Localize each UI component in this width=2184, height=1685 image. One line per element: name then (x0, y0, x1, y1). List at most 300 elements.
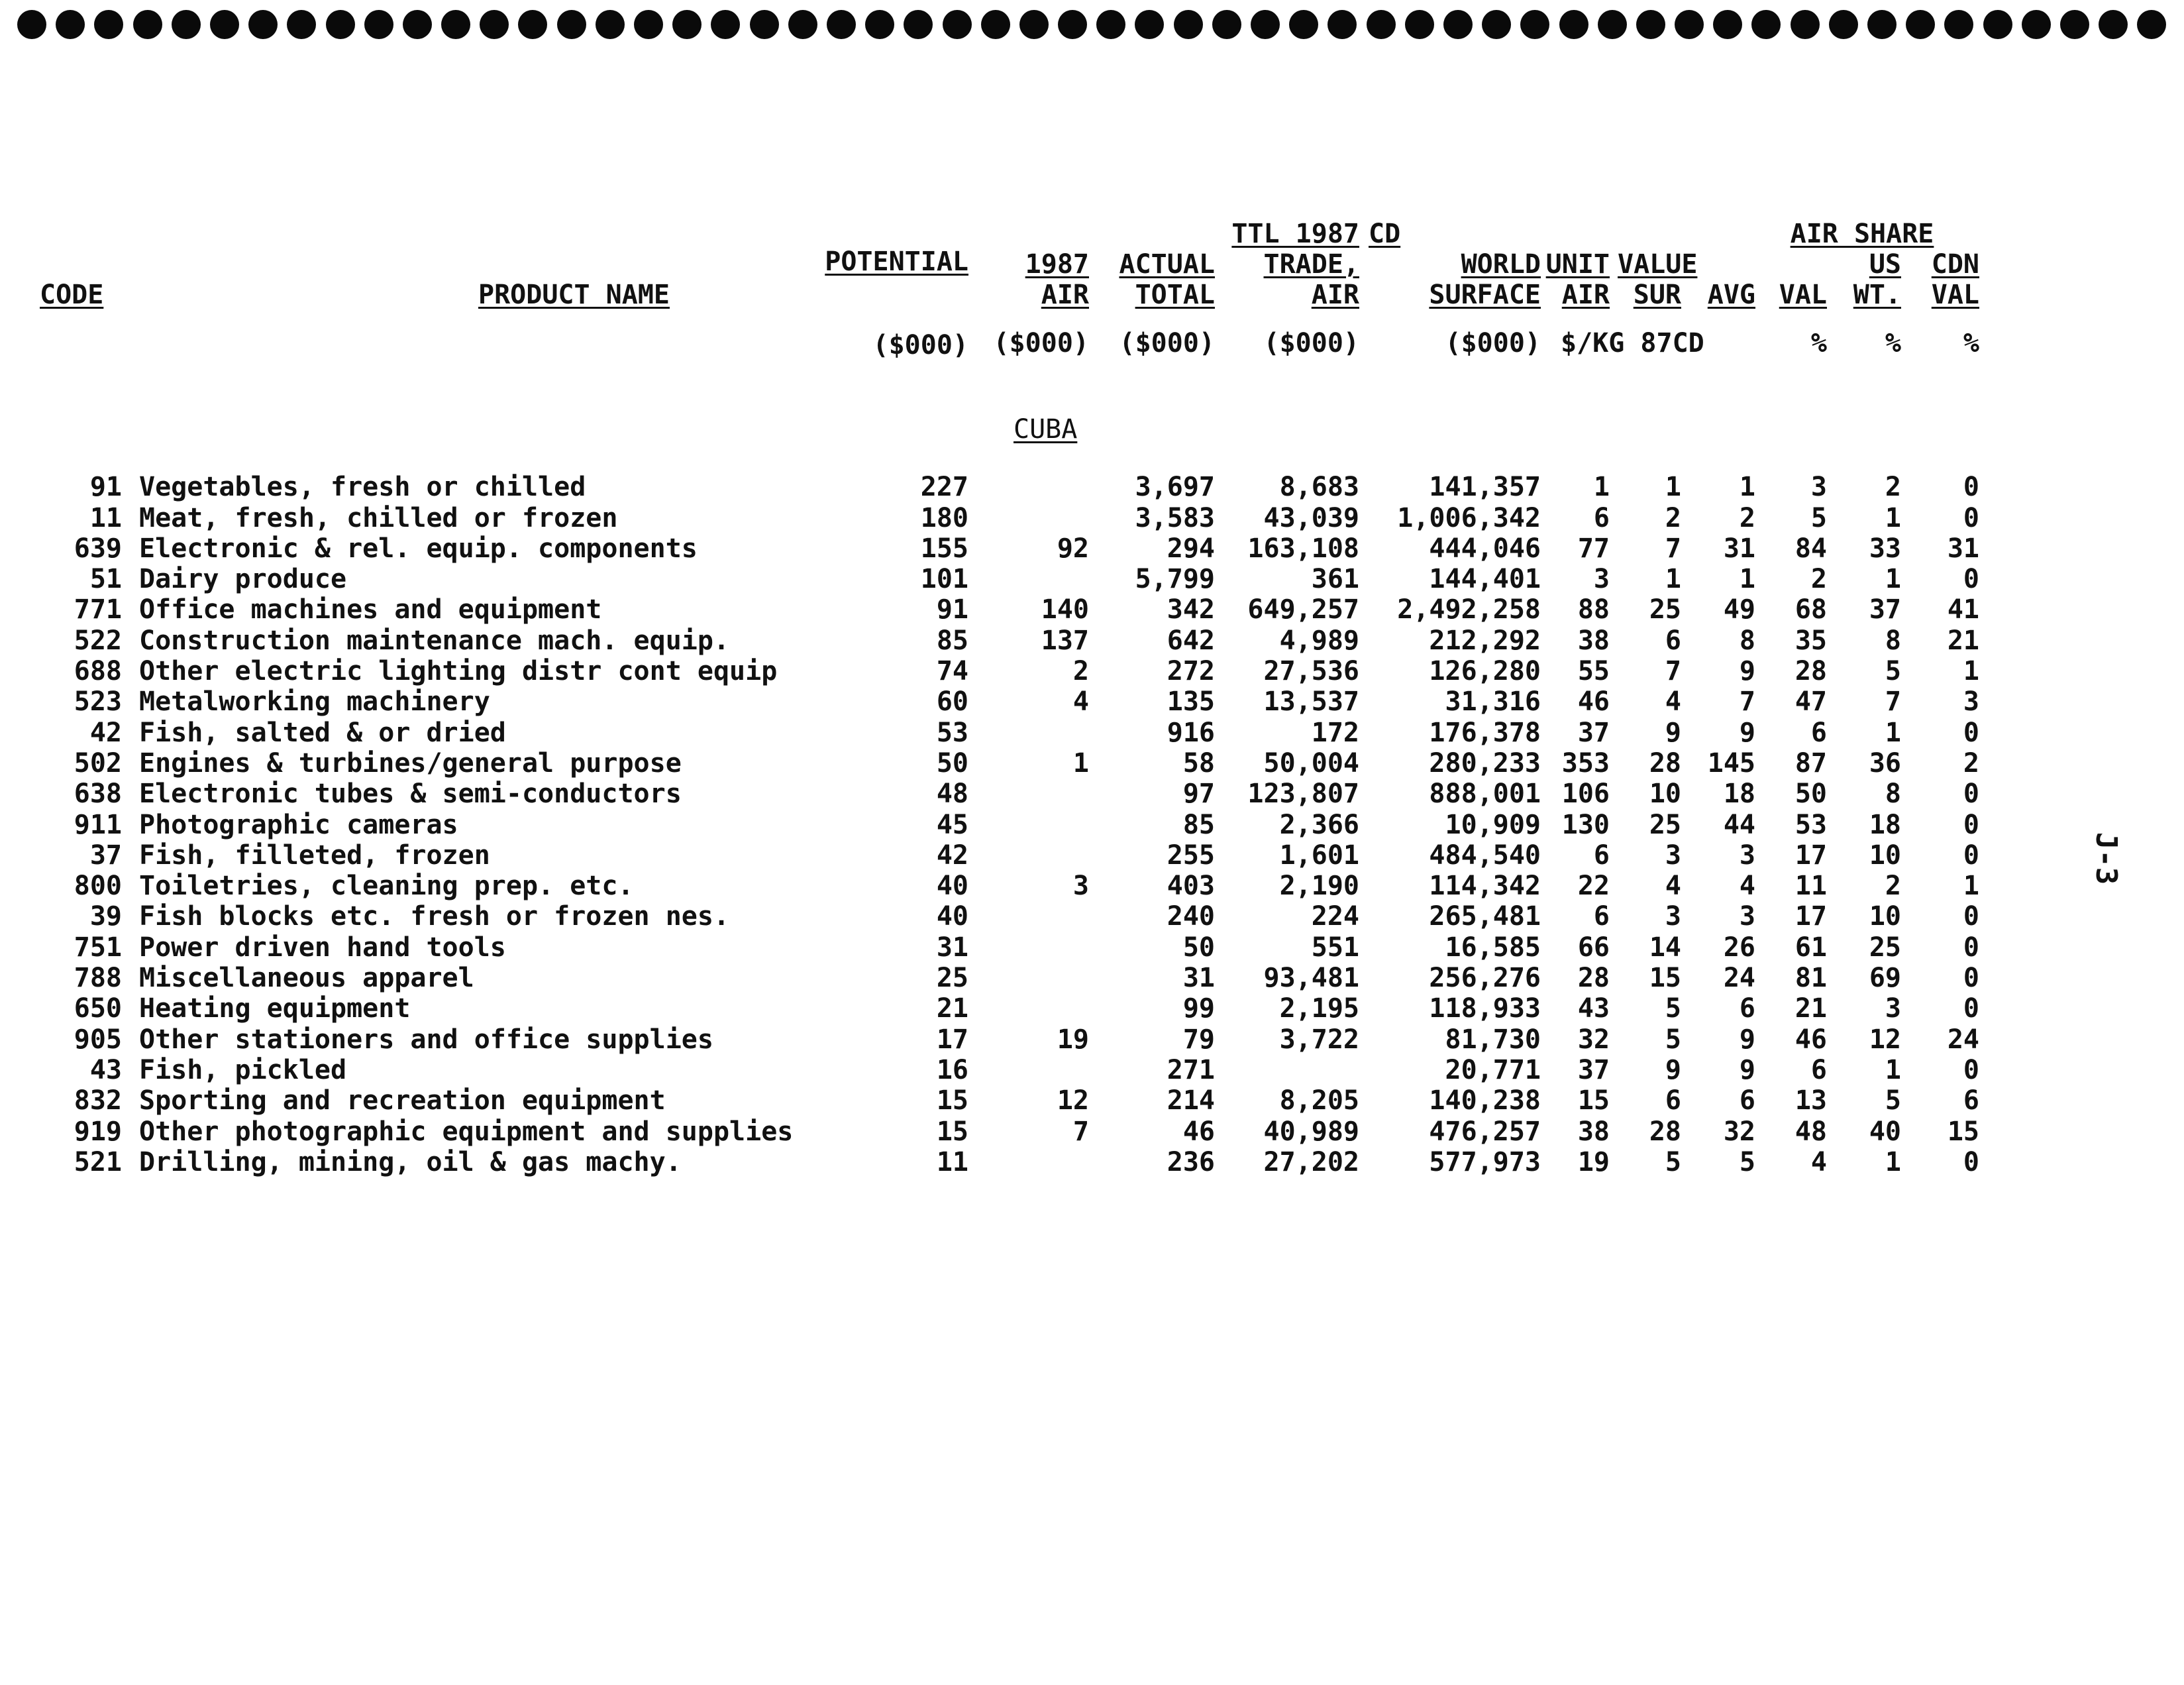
unit-world: ($000) (1445, 328, 1541, 358)
cell-air-1987: 7 (1072, 1116, 1089, 1147)
cell-actual-total: 642 (1167, 625, 1215, 656)
cell-unit-air: 19 (1577, 1146, 1610, 1177)
table-row (40, 779, 1979, 809)
cell-air-1987: 137 (1041, 625, 1089, 656)
cell-product-name: Meat, fresh, chilled or frozen (139, 502, 618, 533)
perforation-hole (1251, 10, 1280, 39)
cell-cdn-val: 24 (1947, 1024, 1979, 1055)
cell-world-surface: 280,233 (1429, 747, 1541, 779)
perforation-hole (1443, 10, 1473, 39)
perforation-hole (2137, 10, 2166, 39)
cell-cdn-val: 0 (1963, 932, 1979, 963)
cell-ttl-trade-air: 27,202 (1263, 1146, 1359, 1177)
perforation-hole (557, 10, 586, 39)
cell-code: 502 (74, 747, 122, 779)
cell-air-1987 (968, 1055, 1089, 1085)
cell-share-wt: 8 (1885, 779, 1901, 810)
cell-code: 521 (74, 1146, 122, 1177)
perforation-hole (1598, 10, 1627, 39)
perforation-hole (441, 10, 470, 39)
cell-world-surface: 1,006,342 (1397, 502, 1541, 533)
cell-share-val: 46 (1794, 1024, 1827, 1055)
cell-actual-total: 240 (1167, 901, 1215, 932)
cell-air-1987 (968, 901, 1089, 932)
header-ttl-line1: TRADE, (1263, 249, 1359, 280)
cell-unit-avg: 5 (1739, 1146, 1755, 1177)
perforation-hole (1906, 10, 1935, 39)
cell-world-surface: 118,933 (1429, 993, 1541, 1024)
cell-actual-total: 271 (1167, 1054, 1215, 1085)
cell-cdn-val: 2 (1963, 747, 1979, 779)
perforation-hole (94, 10, 123, 39)
cell-unit-sur: 2 (1665, 502, 1681, 533)
cell-product-name: Metalworking machinery (139, 686, 490, 718)
cell-world-surface: 444,046 (1429, 533, 1541, 564)
cell-actual-total: 214 (1167, 1085, 1215, 1116)
cell-world-surface: 577,973 (1429, 1146, 1541, 1177)
perforation-hole (403, 10, 432, 39)
perforation-hole (210, 10, 239, 39)
cell-product-name: Vegetables, fresh or chilled (139, 472, 586, 503)
cell-cdn-val: 21 (1947, 625, 1979, 656)
header-air-share: AIR SHARE (1790, 219, 1934, 249)
cell-cdn-val: 6 (1963, 1085, 1979, 1116)
cell-potential: 40 (936, 871, 968, 902)
table-row (40, 871, 1979, 901)
cell-world-surface: 126,280 (1429, 656, 1541, 687)
cell-ttl-trade-air: 2,366 (1279, 809, 1359, 840)
cell-air-1987: 12 (1057, 1085, 1089, 1116)
cell-share-wt: 12 (1869, 1024, 1901, 1055)
table-row (40, 1055, 1979, 1085)
cell-share-val: 81 (1794, 963, 1827, 994)
perforation-hole (1675, 10, 1704, 39)
cell-product-name: Photographic cameras (139, 809, 458, 840)
cell-unit-sur: 7 (1665, 656, 1681, 687)
cell-ttl-trade-air: 8,683 (1279, 472, 1359, 503)
table-row (40, 625, 1979, 655)
cell-unit-sur: 6 (1665, 1085, 1681, 1116)
cell-cdn-val: 0 (1963, 963, 1979, 994)
cell-product-name: Engines & turbines/general purpose (139, 747, 682, 779)
cell-unit-sur: 1 (1665, 472, 1681, 503)
cell-code: 911 (74, 809, 122, 840)
cell-air-1987 (968, 779, 1089, 809)
cell-potential: 101 (920, 564, 968, 595)
cell-air-1987: 19 (1057, 1024, 1089, 1055)
cell-unit-sur: 5 (1665, 1024, 1681, 1055)
perforation-hole (1636, 10, 1665, 39)
cell-share-wt: 33 (1869, 533, 1901, 564)
cell-share-val: 3 (1810, 472, 1827, 503)
cell-code: 523 (74, 686, 122, 718)
perforation-hole (1983, 10, 2012, 39)
cell-code: 751 (74, 932, 122, 963)
unit-unit-value: $/KG 87CD (1561, 328, 1704, 358)
cell-product-name: Fish, filleted, frozen (139, 840, 490, 871)
cell-world-surface: 176,378 (1429, 717, 1541, 748)
cell-world-surface: 888,001 (1429, 779, 1541, 810)
table-row (40, 686, 1979, 717)
cell-unit-avg: 9 (1739, 717, 1755, 748)
cell-unit-avg: 3 (1739, 901, 1755, 932)
cell-share-val: 17 (1794, 901, 1827, 932)
cell-cdn-val: 3 (1963, 686, 1979, 718)
cell-unit-avg: 1 (1739, 472, 1755, 503)
cell-ttl-trade-air (1215, 1055, 1359, 1085)
cell-product-name: Toiletries, cleaning prep. etc. (139, 871, 634, 902)
perforation-hole (1174, 10, 1203, 39)
cell-potential: 180 (920, 502, 968, 533)
cell-share-val: 21 (1794, 993, 1827, 1024)
cell-actual-total: 46 (1182, 1116, 1215, 1147)
header-world-line2: SURFACE (1429, 280, 1541, 310)
cell-code: 522 (74, 625, 122, 656)
table-row (40, 993, 1979, 1024)
cell-code: 650 (74, 993, 122, 1024)
header-value-line1: VALUE (1618, 249, 1698, 280)
cell-cdn-val: 0 (1963, 1146, 1979, 1177)
cell-ttl-trade-air: 163,108 (1247, 533, 1359, 564)
cell-unit-avg: 31 (1723, 533, 1755, 564)
cell-cdn-val: 0 (1963, 809, 1979, 840)
cell-share-wt: 1 (1885, 1054, 1901, 1085)
cell-actual-total: 85 (1182, 809, 1215, 840)
cell-ttl-trade-air: 50,004 (1263, 747, 1359, 779)
cell-unit-avg: 18 (1723, 779, 1755, 810)
cell-unit-avg: 4 (1739, 871, 1755, 902)
perforation-hole (672, 10, 702, 39)
cell-code: 771 (74, 594, 122, 625)
cell-share-wt: 5 (1885, 656, 1901, 687)
cell-unit-sur: 25 (1649, 594, 1681, 625)
cell-code: 638 (74, 779, 122, 810)
perforation-hole (1944, 10, 1973, 39)
cell-code: 832 (74, 1085, 122, 1116)
table-row (40, 963, 1979, 993)
cell-code: 800 (74, 871, 122, 902)
cell-unit-sur: 28 (1649, 747, 1681, 779)
cell-product-name: Fish, salted & or dried (139, 717, 506, 748)
header-air-line1: 1987 (1025, 249, 1089, 280)
cell-potential: 45 (936, 809, 968, 840)
cell-share-val: 4 (1810, 1146, 1827, 1177)
unit-air: ($000) (993, 328, 1089, 358)
perforation-hole (2099, 10, 2128, 39)
perforation-hole (788, 10, 817, 39)
perforation-hole (943, 10, 972, 39)
table-row (40, 1085, 1979, 1116)
perforation-hole (1829, 10, 1858, 39)
cell-share-wt: 18 (1869, 809, 1901, 840)
cell-unit-avg: 9 (1739, 656, 1755, 687)
perforation-hole (518, 10, 547, 39)
cell-unit-avg: 2 (1739, 502, 1755, 533)
cell-unit-air: 38 (1577, 1116, 1610, 1147)
header-ttl-line2: AIR (1311, 280, 1359, 310)
cell-share-wt: 1 (1885, 717, 1901, 748)
cell-cdn-val: 0 (1963, 564, 1979, 595)
cell-share-val: 11 (1794, 871, 1827, 902)
cell-share-wt: 10 (1869, 840, 1901, 871)
cell-code: 51 (89, 564, 122, 595)
perforation-hole (326, 10, 355, 39)
cell-air-1987 (968, 717, 1089, 747)
perforation-hole (634, 10, 663, 39)
cell-world-surface: 484,540 (1429, 840, 1541, 871)
cell-world-surface: 114,342 (1429, 871, 1541, 902)
cell-code: 43 (89, 1054, 122, 1085)
cell-share-val: 17 (1794, 840, 1827, 871)
cell-share-wt: 10 (1869, 901, 1901, 932)
cell-actual-total: 272 (1167, 656, 1215, 687)
cell-air-1987 (968, 932, 1089, 962)
cell-product-name: Power driven hand tools (139, 932, 506, 963)
cell-ttl-trade-air: 551 (1311, 932, 1359, 963)
cell-unit-sur: 9 (1665, 717, 1681, 748)
cell-unit-sur: 10 (1649, 779, 1681, 810)
table-row (40, 809, 1979, 840)
cell-cdn-val: 0 (1963, 993, 1979, 1024)
cell-share-val: 84 (1794, 533, 1827, 564)
cell-share-wt: 40 (1869, 1116, 1901, 1147)
perforation-hole (2022, 10, 2051, 39)
cell-code: 639 (74, 533, 122, 564)
unit-share-wt: % (1885, 328, 1901, 358)
cell-code: 91 (89, 472, 122, 503)
cell-unit-air: 46 (1577, 686, 1610, 718)
cell-unit-air: 22 (1577, 871, 1610, 902)
table-row (40, 533, 1979, 564)
cell-unit-avg: 9 (1739, 1054, 1755, 1085)
cell-unit-avg: 6 (1739, 993, 1755, 1024)
header-product-name: PRODUCT NAME (478, 280, 670, 310)
cell-unit-sur: 3 (1665, 840, 1681, 871)
table-row (40, 901, 1979, 932)
cell-ttl-trade-air: 649,257 (1247, 594, 1359, 625)
cell-potential: 40 (936, 901, 968, 932)
cell-code: 788 (74, 963, 122, 994)
header-row-3 (40, 280, 1979, 310)
cell-unit-avg: 3 (1739, 840, 1755, 871)
cell-actual-total: 916 (1167, 717, 1215, 748)
cell-product-name: Miscellaneous apparel (139, 963, 474, 994)
perforation-hole (865, 10, 894, 39)
spacer-row (40, 376, 1979, 409)
cell-share-val: 13 (1794, 1085, 1827, 1116)
perforation-hole (1482, 10, 1511, 39)
cell-share-wt: 37 (1869, 594, 1901, 625)
cell-actual-total: 31 (1182, 963, 1215, 994)
cell-unit-sur: 3 (1665, 901, 1681, 932)
cell-air-1987 (968, 502, 1089, 533)
table-row (40, 502, 1979, 533)
cell-actual-total: 255 (1167, 840, 1215, 871)
cell-world-surface: 10,909 (1445, 809, 1541, 840)
table-row (40, 472, 1979, 502)
perforation-hole (17, 10, 46, 39)
cell-unit-avg: 7 (1739, 686, 1755, 718)
cell-ttl-trade-air: 43,039 (1263, 502, 1359, 533)
cell-share-wt: 1 (1885, 502, 1901, 533)
perforation-hole (1058, 10, 1087, 39)
cell-potential: 21 (936, 993, 968, 1024)
cell-unit-air: 37 (1577, 1054, 1610, 1085)
cell-share-wt: 2 (1885, 871, 1901, 902)
cell-code: 42 (89, 717, 122, 748)
perforation-hole (711, 10, 740, 39)
cell-air-1987 (968, 809, 1089, 840)
cell-ttl-trade-air: 93,481 (1263, 963, 1359, 994)
spacer-row (40, 449, 1979, 472)
cell-ttl-trade-air: 40,989 (1263, 1116, 1359, 1147)
table-row (40, 564, 1979, 594)
perforation-hole (364, 10, 393, 39)
cell-world-surface: 476,257 (1429, 1116, 1541, 1147)
cell-unit-air: 37 (1577, 717, 1610, 748)
header-share-val: VAL (1779, 280, 1827, 310)
header-unit-avg: AVG (1707, 280, 1755, 310)
cell-world-surface: 212,292 (1429, 625, 1541, 656)
perforation-hole (1713, 10, 1742, 39)
cell-air-1987: 92 (1057, 533, 1089, 564)
table-body (40, 472, 1979, 1177)
cell-unit-sur: 14 (1649, 932, 1681, 963)
cell-unit-air: 55 (1577, 656, 1610, 687)
cell-unit-sur: 28 (1649, 1116, 1681, 1147)
cell-unit-air: 1 (1593, 472, 1610, 503)
cell-ttl-trade-air: 172 (1311, 717, 1359, 748)
cell-unit-air: 28 (1577, 963, 1610, 994)
cell-product-name: Other photographic equipment and supplies (139, 1116, 794, 1147)
header-air-line2: AIR (1041, 280, 1089, 310)
cell-code: 11 (89, 502, 122, 533)
cell-cdn-val: 0 (1963, 717, 1979, 748)
perforation-hole (1405, 10, 1434, 39)
cell-ttl-trade-air: 4,989 (1279, 625, 1359, 656)
table-row (40, 656, 1979, 686)
header-unit-line1: UNIT (1545, 249, 1610, 280)
cell-unit-air: 353 (1561, 747, 1610, 779)
cell-product-name: Office machines and equipment (139, 594, 602, 625)
perforation-hole (1559, 10, 1588, 39)
cell-unit-sur: 9 (1665, 1054, 1681, 1085)
cell-share-wt: 2 (1885, 472, 1901, 503)
cell-unit-avg: 145 (1707, 747, 1755, 779)
cell-potential: 227 (920, 472, 968, 503)
cell-cdn-val: 0 (1963, 901, 1979, 932)
cell-product-name: Heating equipment (139, 993, 411, 1024)
cell-potential: 11 (936, 1146, 968, 1177)
cell-unit-air: 66 (1577, 932, 1610, 963)
cell-product-name: Other stationers and office supplies (139, 1024, 713, 1055)
header-us: US (1869, 249, 1901, 280)
perforation-hole (1520, 10, 1549, 39)
header-world-line1: WORLD (1461, 249, 1541, 280)
header-cdn: CDN (1931, 249, 1979, 280)
table-row (40, 748, 1979, 779)
cell-cdn-val: 0 (1963, 840, 1979, 871)
cell-unit-avg: 44 (1723, 809, 1755, 840)
perforation-hole (981, 10, 1010, 39)
cell-potential: 31 (936, 932, 968, 963)
cell-share-val: 5 (1810, 502, 1827, 533)
header-cdn-val: VAL (1931, 280, 1979, 310)
cell-actual-total: 3,697 (1135, 472, 1215, 503)
cell-air-1987 (968, 472, 1089, 502)
cell-unit-sur: 25 (1649, 809, 1681, 840)
cell-cdn-val: 31 (1947, 533, 1979, 564)
cell-ttl-trade-air: 27,536 (1263, 656, 1359, 687)
country-heading: CUBA (1014, 414, 1078, 445)
cell-share-val: 28 (1794, 656, 1827, 687)
cell-ttl-trade-air: 224 (1311, 901, 1359, 932)
cell-unit-sur: 5 (1665, 1146, 1681, 1177)
cell-ttl-trade-air: 361 (1311, 564, 1359, 595)
cell-product-name: Drilling, mining, oil & gas machy. (139, 1146, 682, 1177)
cell-world-surface: 16,585 (1445, 932, 1541, 963)
perforation-hole (1327, 10, 1357, 39)
cell-share-wt: 5 (1885, 1085, 1901, 1116)
cell-share-val: 6 (1810, 1054, 1827, 1085)
cell-unit-sur: 4 (1665, 871, 1681, 902)
cell-unit-avg: 49 (1723, 594, 1755, 625)
cell-product-name: Fish blocks etc. fresh or frozen nes. (139, 901, 730, 932)
table-row (40, 594, 1979, 625)
cell-air-1987: 2 (1072, 656, 1089, 687)
cell-cdn-val: 15 (1947, 1116, 1979, 1147)
cell-share-wt: 3 (1885, 993, 1901, 1024)
perforation-hole (1867, 10, 1897, 39)
table-header (40, 219, 1979, 472)
perforation-hole (1791, 10, 1820, 39)
cell-actual-total: 3,583 (1135, 502, 1215, 533)
cell-air-1987: 140 (1041, 594, 1089, 625)
cell-unit-air: 32 (1577, 1024, 1610, 1055)
header-ttl-line0: TTL 1987 (1231, 219, 1359, 249)
cell-unit-sur: 4 (1665, 686, 1681, 718)
cell-product-name: Sporting and recreation equipment (139, 1085, 666, 1116)
cell-potential: 25 (936, 963, 968, 994)
header-unit-sur: SUR (1633, 280, 1681, 310)
cell-ttl-trade-air: 123,807 (1247, 779, 1359, 810)
header-potential: POTENTIAL (825, 246, 968, 277)
cell-actual-total: 97 (1182, 779, 1215, 810)
cell-actual-total: 342 (1167, 594, 1215, 625)
cell-share-val: 6 (1810, 717, 1827, 748)
cell-unit-air: 15 (1577, 1085, 1610, 1116)
cell-unit-avg: 6 (1739, 1085, 1755, 1116)
cell-actual-total: 58 (1182, 747, 1215, 779)
cell-air-1987 (968, 840, 1089, 871)
perforation-hole (1289, 10, 1318, 39)
perforation-hole (1212, 10, 1241, 39)
units-row (40, 310, 1979, 376)
cell-cdn-val: 0 (1963, 1054, 1979, 1085)
cell-potential: 85 (936, 625, 968, 656)
cell-unit-avg: 8 (1739, 625, 1755, 656)
perforation-hole (133, 10, 162, 39)
cell-cdn-val: 1 (1963, 656, 1979, 687)
cell-actual-total: 236 (1167, 1146, 1215, 1177)
table-row (40, 932, 1979, 962)
cell-world-surface: 81,730 (1445, 1024, 1541, 1055)
cell-product-name: Electronic tubes & semi-conductors (139, 779, 682, 810)
cell-unit-air: 43 (1577, 993, 1610, 1024)
cell-ttl-trade-air: 2,195 (1279, 993, 1359, 1024)
cell-unit-avg: 32 (1723, 1116, 1755, 1147)
cell-actual-total: 135 (1167, 686, 1215, 718)
